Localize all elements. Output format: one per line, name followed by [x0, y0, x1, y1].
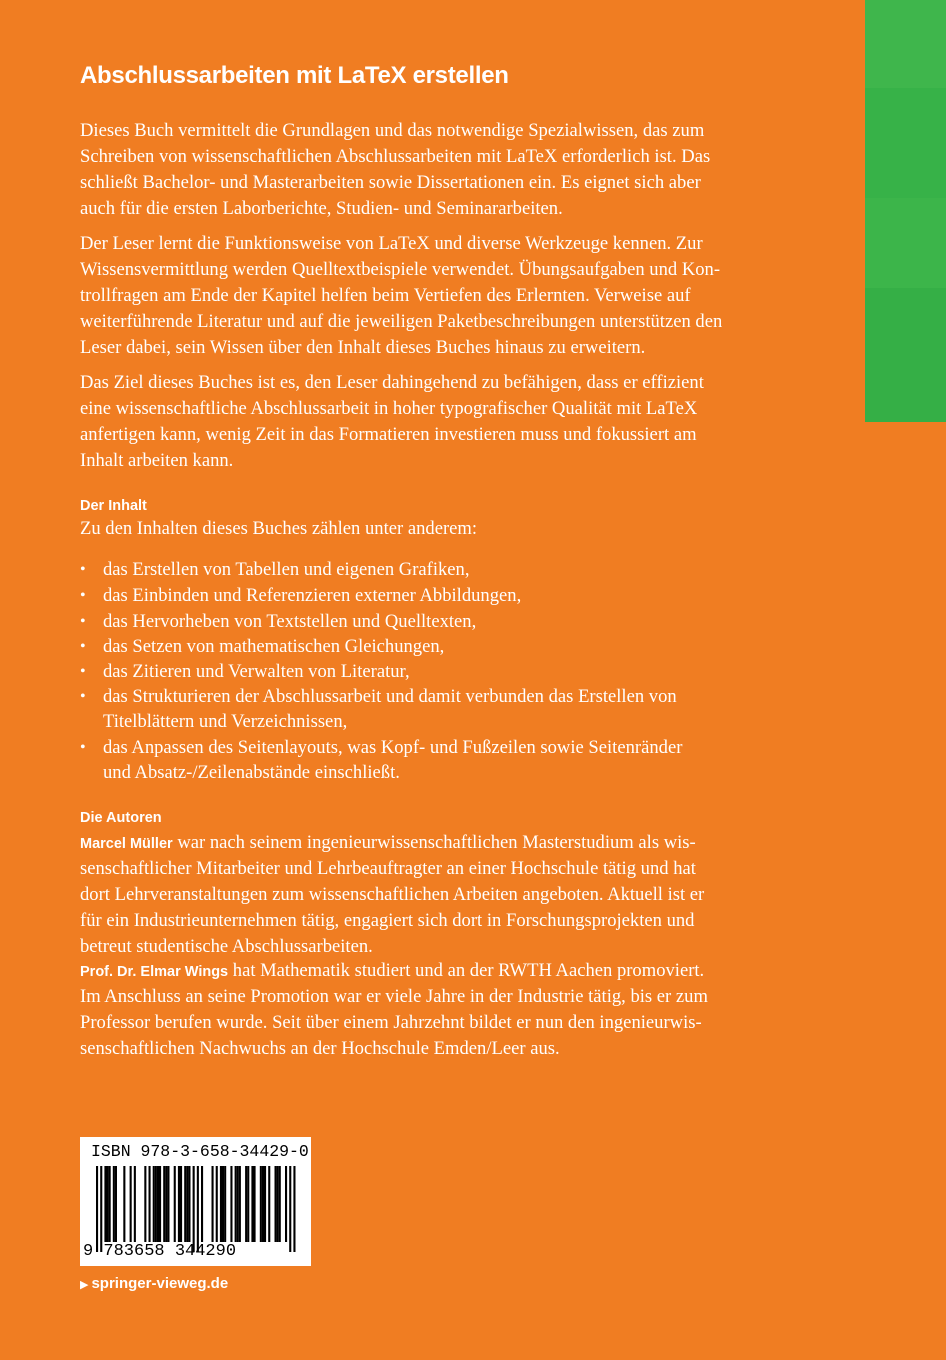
- bullet-dot: •: [80, 663, 86, 680]
- paragraph-line: Inhalt arbeiten kann.: [80, 450, 234, 471]
- barcode-bar: [174, 1166, 176, 1242]
- barcode-bar: [167, 1166, 169, 1242]
- barcode-bar: [235, 1166, 237, 1242]
- barcode-bar: [184, 1166, 186, 1242]
- paragraph-line: Wissensvermittlung werden Quelltextbeispiele verwendet. Übungsaufgaben und Kon-: [80, 259, 721, 280]
- paragraph-line: Das Ziel dieses Buches ist es, den Leser dahingehend zu befähigen, dass er effizient: [80, 372, 704, 393]
- bullet-dot: •: [80, 613, 86, 630]
- barcode-bar: [130, 1166, 132, 1242]
- section-heading-autoren: Die Autoren: [80, 810, 162, 826]
- paragraph-line: Dieses Buch vermittelt die Grundlagen und das notwendige Spezialwissen, das zum: [80, 120, 705, 141]
- inhalt-intro: Zu den Inhalten dieses Buches zählen unter anderem:: [80, 518, 478, 539]
- author2-line: Professor berufen wurde. Seit über einem Jahrzehnt bildet er nun den ingenieurwis-: [80, 1012, 702, 1033]
- barcode-bar: [264, 1166, 266, 1242]
- barcode-bar: [279, 1166, 281, 1242]
- list-item: das Zitieren und Verwalten von Literatur,: [103, 661, 410, 682]
- barcode-bar: [115, 1166, 117, 1242]
- book-title: Abschlussarbeiten mit LaTeX erstellen: [80, 62, 509, 89]
- section-heading-inhalt: Der Inhalt: [80, 498, 147, 514]
- barcode-bar: [104, 1166, 106, 1242]
- author1-line: für ein Industrieunternehmen tätig, engagiert sich dort in Forschungsprojekten und: [80, 910, 695, 931]
- barcode-bar: [293, 1166, 295, 1252]
- barcode-bar: [109, 1166, 111, 1242]
- barcode-bar: [149, 1166, 151, 1242]
- author2-line: [80, 958, 704, 985]
- barcode-bar: [216, 1166, 218, 1242]
- barcode-bar: [123, 1166, 125, 1242]
- isbn-label: ISBN 978-3-658-34429-0: [91, 1142, 309, 1161]
- paragraph-line: anfertigen kann, wenig Zeit in das Formatieren investieren muss und fokussiert am: [80, 424, 697, 445]
- website-link-text: springer-vieweg.de: [91, 1275, 229, 1292]
- paragraph-line: Der Leser lernt die Funktionsweise von LaTeX und diverse Werkzeuge kennen. Zur: [80, 233, 703, 254]
- list-item: das Einbinden und Referenzieren externer Abbildungen,: [103, 585, 522, 606]
- barcode-bar: [289, 1166, 291, 1252]
- bullet-dot: •: [80, 739, 86, 756]
- barcode-bar: [230, 1166, 232, 1242]
- list-item: das Setzen von mathematischen Gleichungen,: [103, 636, 445, 657]
- paragraph-line: trollfragen am Ende der Kapitel helfen beim Vertiefen des Erlernten. Verweise auf: [80, 285, 691, 306]
- barcode-bar: [159, 1166, 161, 1242]
- barcode-bar: [186, 1166, 188, 1242]
- bullet-dot: •: [80, 638, 86, 655]
- barcode-bar: [113, 1166, 115, 1242]
- barcode-bar: [285, 1166, 287, 1242]
- author2-line: senschaftlichen Nachwuchs an der Hochschule Emden/Leer aus.: [80, 1038, 560, 1059]
- author1-name: Marcel Müller: [80, 836, 173, 852]
- barcode-digits: 9 783658 344290: [83, 1242, 237, 1261]
- barcode-bar: [268, 1166, 270, 1242]
- barcode-bar: [144, 1166, 146, 1242]
- green-accent-strip: [865, 0, 946, 422]
- barcode-bar: [157, 1166, 159, 1242]
- author1-line: dort Lehrveranstaltungen zum wissenschaftlichen Arbeiten angeboten. Aktuell ist er: [80, 884, 705, 905]
- paragraph-line: auch für die ersten Laborberichte, Studien- und Seminararbeiten.: [80, 198, 563, 219]
- barcode-bar: [222, 1166, 224, 1242]
- paragraph-line: Schreiben von wissenschaftlichen Abschlussarbeiten mit LaTeX erforderlich ist. Das: [80, 146, 711, 167]
- barcode-bar: [165, 1166, 167, 1242]
- paragraph-line: eine wissenschaftliche Abschlussarbeit in hoher typografischer Qualität mit LaTeX: [80, 398, 698, 419]
- green-segment: [865, 0, 946, 88]
- barcode-bar: [237, 1166, 239, 1242]
- barcode-bar: [220, 1166, 222, 1242]
- list-item-continuation: Titelblättern und Verzeichnissen,: [103, 711, 348, 732]
- green-segment: [865, 198, 946, 288]
- green-segment: [865, 288, 946, 422]
- barcode-bar: [100, 1166, 102, 1252]
- barcode-bar: [251, 1166, 253, 1242]
- barcode-bar: [254, 1166, 256, 1242]
- barcode-bar: [153, 1166, 155, 1242]
- green-segment: [865, 88, 946, 198]
- barcode-bar: [197, 1166, 199, 1252]
- paragraph-line: Leser dabei, sein Wissen über den Inhalt dieses Buches hinaus zu erweitern.: [80, 337, 646, 358]
- list-item-continuation: und Absatz-/Zeilenabstände einschließt.: [103, 762, 400, 783]
- bullet-dot: •: [80, 587, 86, 604]
- barcode-bar: [201, 1166, 203, 1242]
- barcode-bar: [245, 1166, 247, 1242]
- barcode-bar: [134, 1166, 136, 1242]
- list-item: das Hervorheben von Textstellen und Quelltexten,: [103, 611, 477, 632]
- barcode-bar: [262, 1166, 264, 1242]
- barcode-bar: [178, 1166, 180, 1242]
- barcode-bar: [212, 1166, 214, 1242]
- list-item: das Strukturieren der Abschlussarbeit und damit verbunden das Erstellen von: [103, 686, 677, 707]
- author2-name: Prof. Dr. Elmar Wings: [80, 964, 229, 980]
- barcode-bar: [180, 1166, 182, 1242]
- author1-line: betreut studentische Abschlussarbeiten.: [80, 936, 373, 957]
- bullet-dot: •: [80, 688, 86, 705]
- author1-line: [80, 830, 696, 857]
- paragraph-line: weiterführende Literatur und auf die jeweiligen Paketbeschreibungen unterstützen den: [80, 311, 723, 332]
- isbn-barcode: [80, 1137, 311, 1266]
- arrow-right-icon: ▶: [80, 1279, 89, 1291]
- barcode-bar: [96, 1166, 98, 1252]
- author1-line: senschaftlicher Mitarbeiter und Lehrbeauftragter an einer Hochschule tätig und hat: [80, 858, 696, 879]
- barcode-bar: [275, 1166, 277, 1242]
- author2-text: hat Mathematik studiert und an der RWTH Aachen promoviert.: [228, 960, 705, 981]
- author2-line: Im Anschluss an seine Promotion war er viele Jahre in der Industrie tätig, bis er zum: [80, 986, 708, 1007]
- barcode-bar: [107, 1166, 109, 1242]
- paragraph-line: schließt Bachelor- und Masterarbeiten sowie Dissertationen ein. Es eignet sich aber: [80, 172, 701, 193]
- barcode-bar: [188, 1166, 190, 1242]
- barcode-bar: [163, 1166, 165, 1242]
- barcode-bar: [260, 1166, 262, 1242]
- barcode-bar: [193, 1166, 195, 1252]
- barcode-bar: [155, 1166, 157, 1242]
- list-item: das Anpassen des Seitenlayouts, was Kopf- und Fußzeilen sowie Seitenränder: [103, 737, 683, 758]
- barcode-bar: [247, 1166, 249, 1242]
- barcode-bar: [224, 1166, 226, 1242]
- barcode-bar: [239, 1166, 241, 1242]
- barcode-bar: [277, 1166, 279, 1242]
- list-item: das Erstellen von Tabellen und eigenen Grafiken,: [103, 559, 470, 580]
- bullet-dot: •: [80, 561, 86, 578]
- author1-text: war nach seinem ingenieurwissenschaftlichen Masterstudium als wis-: [172, 832, 696, 853]
- publisher-website[interactable]: [80, 1275, 228, 1292]
